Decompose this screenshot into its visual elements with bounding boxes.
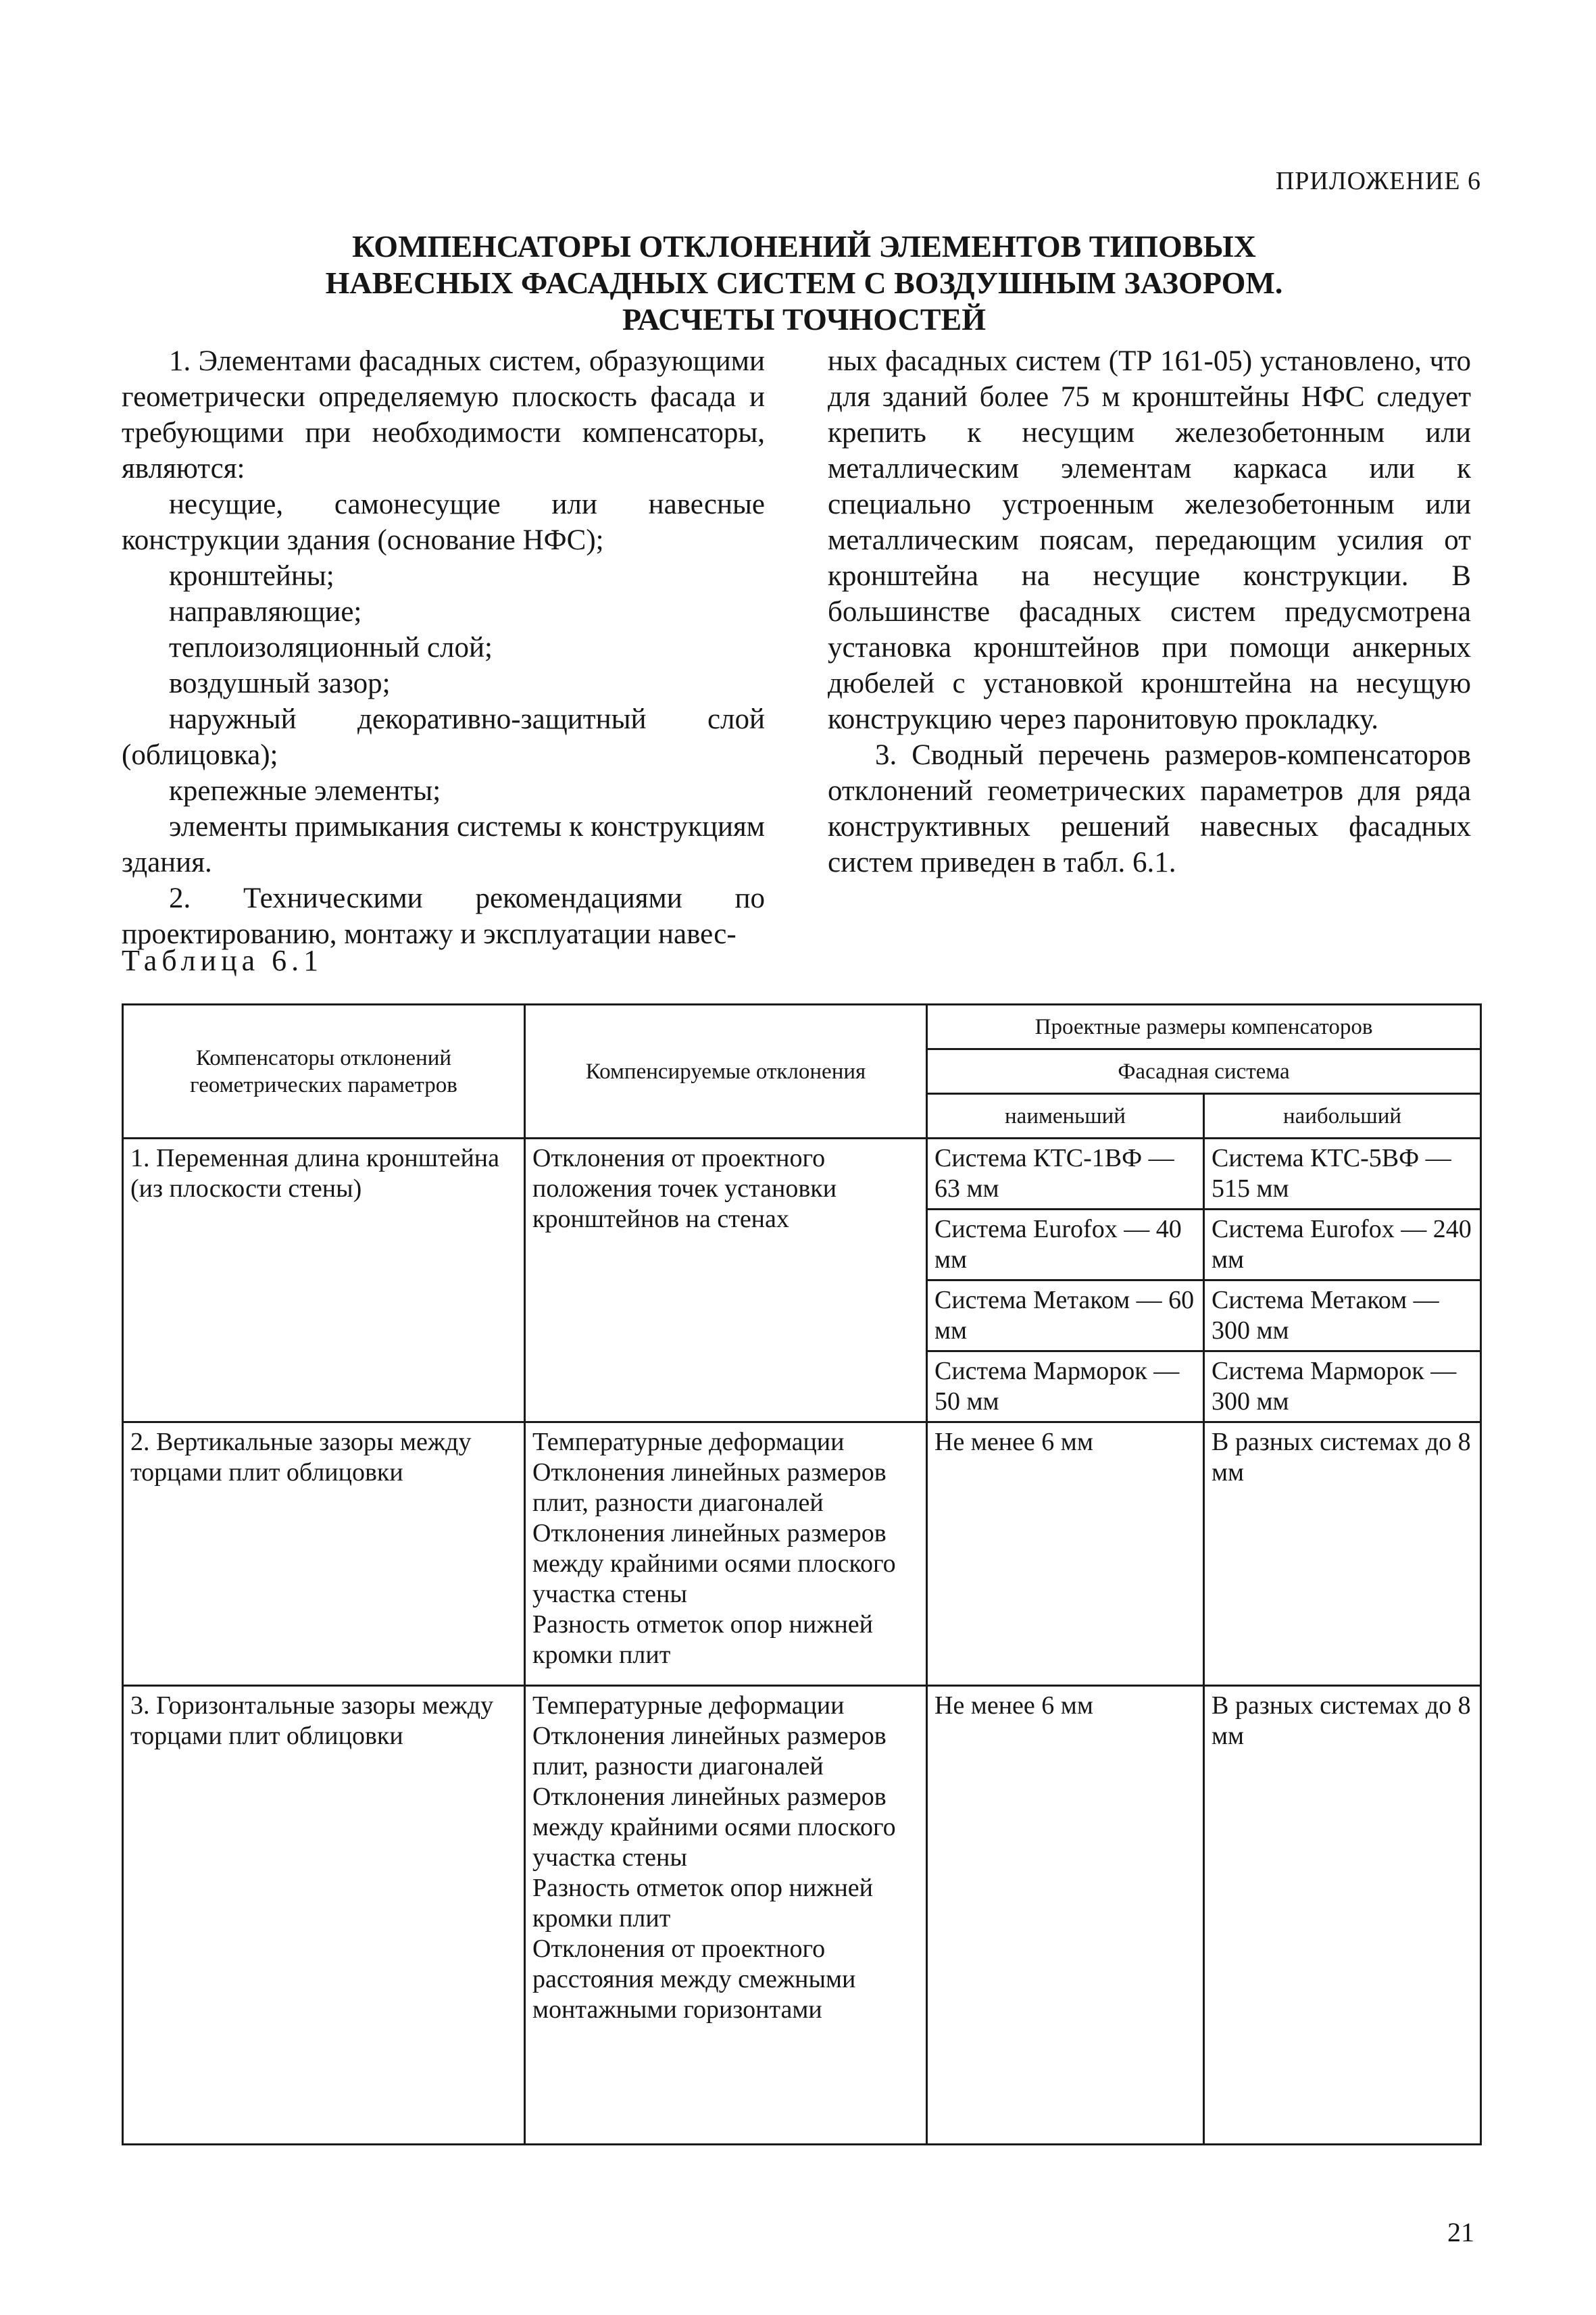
header-deviations: Компенсируемые отклонения: [525, 1005, 927, 1139]
row1-parameter: 1. Переменная длина кронштейна (из плоскости стены): [123, 1139, 525, 1422]
list-item: крепежные элементы;: [169, 775, 441, 807]
list-item: теплоизоляционный слой;: [169, 632, 493, 664]
row3-deviation-item: Отклонения линейных размеров между крайними осями плоского участка стены: [532, 1783, 896, 1872]
table-caption: Таблица 6.1: [122, 944, 324, 977]
paragraph-2-continued: ных фасадных систем (ТР 161-05) установлено, что для зданий более 75 м кронштейны НФС следует крепить к несущим железобетонным или металлическим элементам каркаса или к специально устроенным железобетонным или металлическим поясам, передающим усилия от кронштейна на несущие конструкции. В большинстве фасадных систем предусмотрена установка кронштейнов при помощи анкерных дюбелей с установкой кронштейна на несущую конструкцию через паронитовую прокладку.: [828, 345, 1471, 735]
row2-min: Не менее 6 мм: [927, 1422, 1204, 1686]
row2-deviation-item: Отклонения линейных размеров между крайними осями плоского участка стены: [532, 1519, 896, 1608]
header-parameters: Компенсаторы отклонений геометрических параметров: [123, 1005, 525, 1139]
row1-max-3: Система Метаком — 300 мм: [1204, 1280, 1481, 1351]
title-line: НАВЕСНЫХ ФАСАДНЫХ СИСТЕМ С ВОЗДУШНЫМ ЗАЗОРОМ.: [325, 266, 1283, 300]
row2-parameter: 2. Вертикальные зазоры между торцами плит облицовки: [123, 1422, 525, 1686]
row3-parameter: 3. Горизонтальные зазоры между торцами плит облицовки: [123, 1686, 525, 2145]
row3-deviation-item: Разность отметок опор нижней кромки плит: [532, 1874, 873, 1933]
compensators-table: [122, 1003, 1482, 2145]
list-item: воздушный зазор;: [169, 668, 391, 699]
row2-deviation-item: Отклонения линейных размеров плит, разности диагоналей: [532, 1458, 887, 1517]
header-min: наименьший: [927, 1094, 1204, 1139]
row1-max-4: Система Марморок — 300 мм: [1204, 1351, 1481, 1422]
list-item: направляющие;: [169, 596, 362, 628]
list-item: кронштейны;: [169, 560, 334, 592]
left-text-column: [122, 343, 765, 952]
row3-deviations: [525, 1686, 927, 2145]
title-line: КОМПЕНСАТОРЫ ОТКЛОНЕНИЙ ЭЛЕМЕНТОВ ТИПОВЫХ: [352, 229, 1256, 264]
paragraph-1: 1. Элементами фасадных систем, образующими геометрически определяемую плоскость фасада и требующими при необходимости компенсаторы, являются:: [122, 345, 765, 484]
row3-deviation-item: Температурные деформации: [532, 1691, 845, 1720]
row1-min-1: Система КТС-1ВФ — 63 мм: [927, 1139, 1204, 1210]
paragraph-2-start: 2. Техническими рекомендациями по проектированию, монтажу и эксплуатации навес-: [122, 882, 765, 950]
appendix-label: ПРИЛОЖЕНИЕ 6: [1275, 167, 1481, 195]
list-item: несущие, самонесущие или навесные конструкции здания (основание НФС);: [122, 489, 765, 556]
row3-max: В разных системах до 8 мм: [1204, 1686, 1481, 2145]
page-number: 21: [1447, 2217, 1474, 2247]
right-text-column: [828, 343, 1471, 880]
row2-deviation-item: Температурные деформации: [532, 1428, 845, 1456]
row3-min: Не менее 6 мм: [927, 1686, 1204, 2145]
row2-deviation-item: Разность отметок опор нижней кромки плит: [532, 1610, 873, 1669]
document-title: [291, 228, 1318, 338]
header-design-sizes: Проектные размеры компенсаторов: [927, 1005, 1481, 1049]
row1-max-2: Система Eurofox — 240 мм: [1204, 1210, 1481, 1280]
row1-deviation: Отклонения от проектного положения точек установки кронштейнов на стенах: [525, 1139, 927, 1422]
row1-min-3: Система Метаком — 60 мм: [927, 1280, 1204, 1351]
row3-deviation-item: Отклонения линейных размеров плит, разности диагоналей: [532, 1722, 887, 1781]
list-item: наружный декоративно-защитный слой (облицовка);: [122, 703, 765, 771]
row1-max-1: Система КТС-5ВФ — 515 мм: [1204, 1139, 1481, 1210]
row2-deviations: [525, 1422, 927, 1686]
row1-min-4: Система Марморок — 50 мм: [927, 1351, 1204, 1422]
header-max: наибольший: [1204, 1094, 1481, 1139]
title-line: РАСЧЕТЫ ТОЧНОСТЕЙ: [622, 302, 986, 337]
list-item: элементы примыкания системы к конструкциям здания.: [122, 811, 765, 878]
row3-deviation-item: Отклонения от проектного расстояния между смежными монтажными горизонтами: [532, 1935, 856, 2024]
paragraph-3: 3. Сводный перечень размеров-компенсаторов отклонений геометрических параметров для ряда конструктивных решений навесных фасадных систем приведен в табл. 6.1.: [828, 739, 1471, 878]
header-facade-system: Фасадная система: [927, 1049, 1481, 1094]
row2-max: В разных системах до 8 мм: [1204, 1422, 1481, 1686]
row1-min-2: Система Eurofox — 40 мм: [927, 1210, 1204, 1280]
